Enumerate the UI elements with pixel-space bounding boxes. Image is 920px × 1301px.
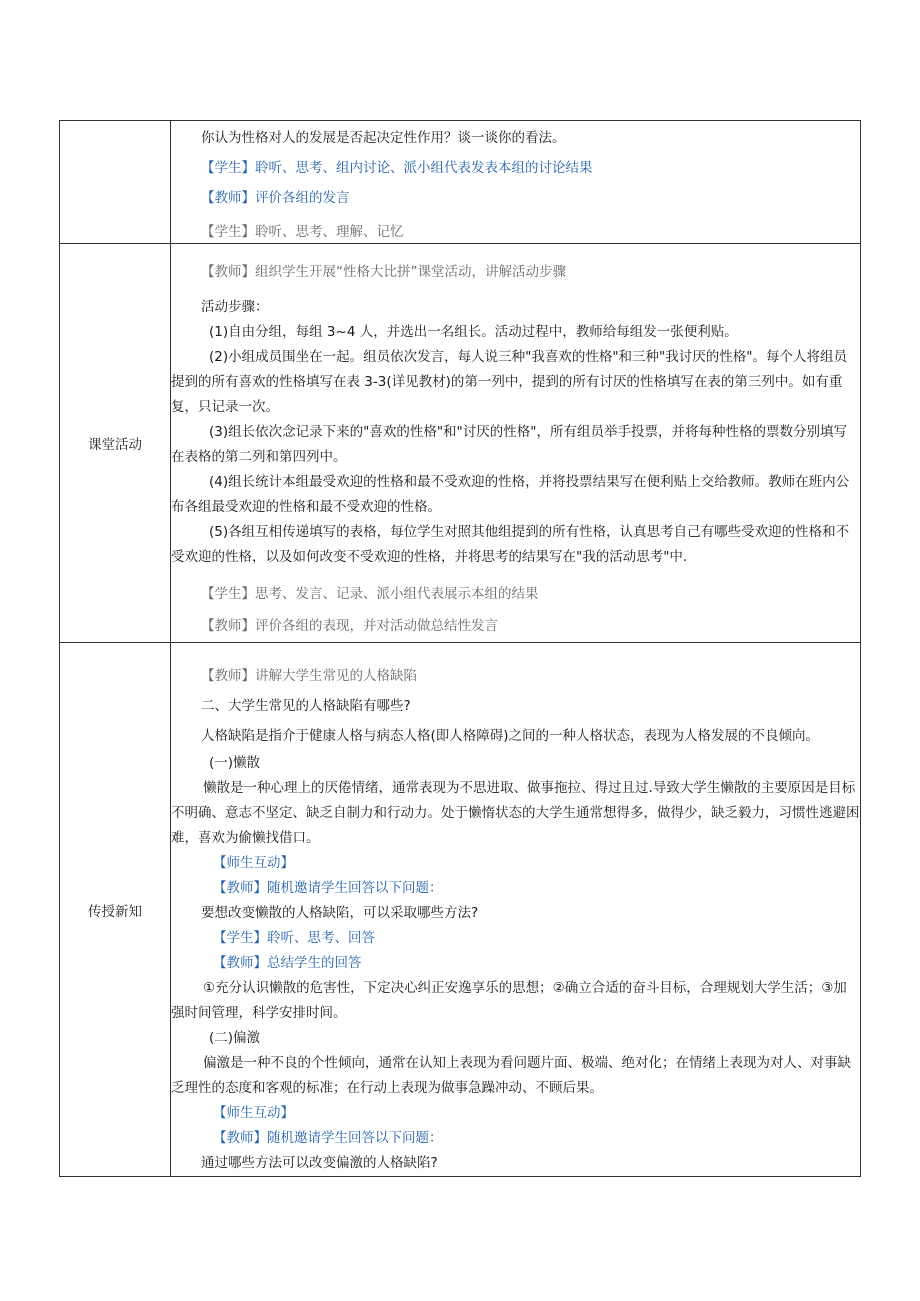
student-activity: 【学生】思考、发言、记录、派小组代表展示本组的结果 <box>201 586 539 602</box>
row-content <box>171 121 861 244</box>
teacher-activity: 【教师】随机邀请学生回答以下问题： <box>213 1130 443 1146</box>
teacher-activity: 【教师】总结学生的回答 <box>213 955 362 971</box>
interaction-label: 【师生互动】 <box>213 855 294 871</box>
step-item: (1)自由分组，每组 3~4 人，并选出一名组长。活动过程中，教师给每组发一张便利贴。 <box>209 324 738 340</box>
row-label <box>60 121 171 244</box>
row-content <box>171 643 861 1177</box>
table-row <box>60 244 861 643</box>
table-row <box>60 643 861 1177</box>
interaction-label: 【师生互动】 <box>213 1105 294 1121</box>
row-label-new-knowledge: 传授新知 <box>60 643 171 1177</box>
subsection-heading: (一)懒散 <box>209 755 261 771</box>
body-paragraph: 偏激是一种不良的个性倾向，通常在认知上表现为看问题片面、极端、绝对化；在情绪上表现为对人、对事缺乏理性的态度和客观的标准；在行动上表现为做事急躁冲动、不顾后果。 <box>171 1055 851 1096</box>
student-activity: 【学生】聆听、思考、回答 <box>213 930 375 946</box>
step-item: (4)组长统计本组最受欢迎的性格和最不受欢迎的性格，并将投票结果写在便利贴上交给教师。教师在班内公布各组最受欢迎的性格和最不受欢迎的性格。 <box>171 474 850 515</box>
row-label-classroom-activity: 课堂活动 <box>60 244 171 643</box>
question-text: 你认为性格对人的发展是否起决定性作用？谈一谈你的看法。 <box>201 130 566 146</box>
question-text: 要想改变懒散的人格缺陷，可以采取哪些方法? <box>201 905 479 921</box>
question-text: 通过哪些方法可以改变偏激的人格缺陷? <box>201 1155 438 1171</box>
teacher-activity: 【教师】随机邀请学生回答以下问题： <box>213 880 443 896</box>
subsection-heading: (二)偏激 <box>209 1030 261 1046</box>
step-item: (5)各组互相传递填写的表格，每位学生对照其他组提到的所有性格，认真思考自己有哪些受欢迎的性格和不受欢迎的性格，以及如何改变不受欢迎的性格，并将思考的结果写在"我的活动思考"中. <box>171 524 850 565</box>
body-paragraph: ①充分认识懒散的危害性，下定决心纠正安逸享乐的思想；②确立合适的奋斗目标，合理规划大学生活；③加强时间管理，科学安排时间。 <box>171 980 847 1021</box>
student-activity: 【学生】聆听、思考、组内讨论、派小组代表发表本组的讨论结果 <box>201 160 593 176</box>
lesson-plan-table <box>59 120 861 1177</box>
student-activity: 【学生】聆听、思考、理解、记忆 <box>201 224 404 240</box>
step-item: (3)组长依次念记录下来的"喜欢的性格"和"讨厌的性格"，所有组员举手投票，并将每种性格的票数分别填写在表格的第二列和第四列中。 <box>171 424 847 465</box>
steps-heading: 活动步骤： <box>201 299 269 315</box>
definition-text: 人格缺陷是指介于健康人格与病态人格(即人格障碍)之间的一种人格状态，表现为人格发展的不良倾向。 <box>201 728 820 744</box>
step-item: (2)小组成员围坐在一起。组员依次发言，每人说三种"我喜欢的性格"和三种"我讨厌的性格"。每个人将组员提到的所有喜欢的性格填写在表 3-3(详见教材)的第一列中，提到的所有讨厌的性格填写在表的第三列中。如有重复，只记录一次。 <box>171 349 847 415</box>
row-content <box>171 244 861 643</box>
section-heading: 二、大学生常见的人格缺陷有哪些? <box>201 698 411 714</box>
teacher-activity: 【教师】组织学生开展“性格大比拼”课堂活动，讲解活动步骤 <box>201 264 566 280</box>
teacher-activity: 【教师】讲解大学生常见的人格缺陷 <box>201 668 417 684</box>
table-row <box>60 121 861 244</box>
teacher-activity: 【教师】评价各组的发言 <box>201 190 350 206</box>
body-paragraph: 懒散是一种心理上的厌倦情绪，通常表现为不思进取、做事拖拉、得过且过.导致大学生懒散的主要原因是目标不明确、意志不坚定、缺乏自制力和行动力。处于懒惰状态的大学生通常想得多，做得少，缺乏毅力，习惯性逃避困难，喜欢为偷懒找借口。 <box>171 780 860 846</box>
teacher-activity: 【教师】评价各组的表现，并对活动做总结性发言 <box>201 618 498 634</box>
